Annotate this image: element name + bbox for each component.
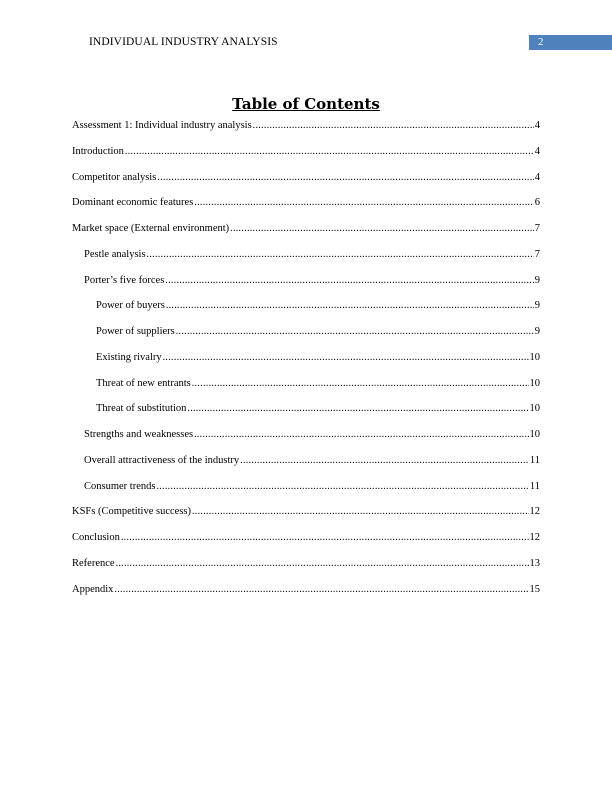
toc-entry-page: 4 xyxy=(534,120,540,131)
toc-entry[interactable] xyxy=(72,172,540,198)
toc-entry-page: 11 xyxy=(529,480,540,492)
toc-entry[interactable] xyxy=(72,429,540,455)
dot-leader xyxy=(192,378,529,389)
toc-entry-label: Porter’s five forces xyxy=(84,274,165,286)
toc-entry[interactable] xyxy=(72,326,540,352)
toc-entry-page: 12 xyxy=(529,532,540,543)
toc-entry[interactable] xyxy=(72,481,540,507)
dot-leader xyxy=(147,249,534,260)
dot-leader xyxy=(157,172,533,183)
dot-leader xyxy=(163,352,529,363)
toc-entry[interactable] xyxy=(72,506,540,532)
toc-list xyxy=(72,120,540,609)
toc-entry-page: 9 xyxy=(534,274,540,286)
dot-leader xyxy=(240,455,529,466)
toc-entry-label: Pestle analysis xyxy=(84,248,146,260)
toc-entry-label: Threat of substitution xyxy=(96,403,187,415)
toc-entry-page: 7 xyxy=(534,248,540,260)
toc-entry-page: 10 xyxy=(529,429,540,440)
toc-entry-label: Appendix xyxy=(72,583,114,595)
toc-entry[interactable] xyxy=(72,249,540,275)
toc-entry-page: 9 xyxy=(534,300,540,312)
toc-entry[interactable] xyxy=(72,378,540,404)
toc-entry-page: 7 xyxy=(534,223,540,234)
toc-entry-label: Competitor analysis xyxy=(72,171,157,183)
toc-entry-page: 10 xyxy=(529,377,540,389)
toc-entry-label: Overall attractiveness of the industry xyxy=(84,454,240,466)
toc-entry-page: 9 xyxy=(534,326,540,337)
toc-entry-page: 10 xyxy=(529,403,540,415)
toc-entry-page: 6 xyxy=(534,197,540,209)
toc-entry-label: Dominant economic features xyxy=(72,197,194,209)
toc-entry-label: Market space (External environment) xyxy=(72,223,230,234)
toc-entry[interactable] xyxy=(72,120,540,146)
toc-entry[interactable] xyxy=(72,455,540,481)
toc-entry-label: KSFs (Competitive success) xyxy=(72,506,191,518)
dot-leader xyxy=(253,120,534,131)
dot-leader xyxy=(165,275,533,286)
toc-entry[interactable] xyxy=(72,403,540,429)
dot-leader xyxy=(192,506,529,517)
dot-leader xyxy=(116,558,529,569)
toc-entry-label: Conclusion xyxy=(72,532,120,543)
toc-entry[interactable] xyxy=(72,532,540,558)
toc-entry-label: Existing rivalry xyxy=(96,351,162,363)
toc-entry[interactable] xyxy=(72,146,540,172)
toc-entry-page: 10 xyxy=(529,351,540,363)
dot-leader xyxy=(166,300,534,311)
toc-entry-label: Consumer trends xyxy=(84,480,156,492)
toc-entry-label: Introduction xyxy=(72,145,124,157)
toc-entry[interactable] xyxy=(72,352,540,378)
toc-entry[interactable] xyxy=(72,275,540,301)
toc-entry-page: 4 xyxy=(534,171,540,183)
toc-entry[interactable] xyxy=(72,558,540,584)
toc-entry[interactable] xyxy=(72,584,540,610)
toc-entry-label: Reference xyxy=(72,557,115,569)
dot-leader xyxy=(194,429,528,440)
running-header: INDIVIDUAL INDUSTRY ANALYSIS xyxy=(89,36,278,48)
toc-entry-label: Power of buyers xyxy=(96,300,165,312)
toc-entry-label: Power of suppliers xyxy=(96,326,175,337)
toc-entry[interactable] xyxy=(72,197,540,223)
dot-leader xyxy=(187,403,528,414)
dot-leader xyxy=(176,326,534,337)
dot-leader xyxy=(125,146,534,157)
toc-entry-page: 15 xyxy=(529,583,540,595)
dot-leader xyxy=(121,532,529,543)
toc-entry-label: Threat of new entrants xyxy=(96,377,191,389)
dot-leader xyxy=(194,197,533,208)
page-number-badge: 2 xyxy=(529,35,612,50)
dot-leader xyxy=(230,223,534,234)
toc-entry-label: Assessment 1: Individual industry analysis xyxy=(72,120,252,131)
dot-leader xyxy=(114,584,528,595)
toc-entry-page: 4 xyxy=(534,145,540,157)
toc-entry-page: 13 xyxy=(529,557,540,569)
toc-entry-page: 11 xyxy=(529,454,540,466)
toc-entry-page: 12 xyxy=(529,506,540,518)
toc-entry-label: Strengths and weaknesses xyxy=(84,429,194,440)
toc-title: Table of Contents xyxy=(232,95,380,113)
toc-entry[interactable] xyxy=(72,223,540,249)
dot-leader xyxy=(156,481,528,492)
toc-entry[interactable] xyxy=(72,300,540,326)
